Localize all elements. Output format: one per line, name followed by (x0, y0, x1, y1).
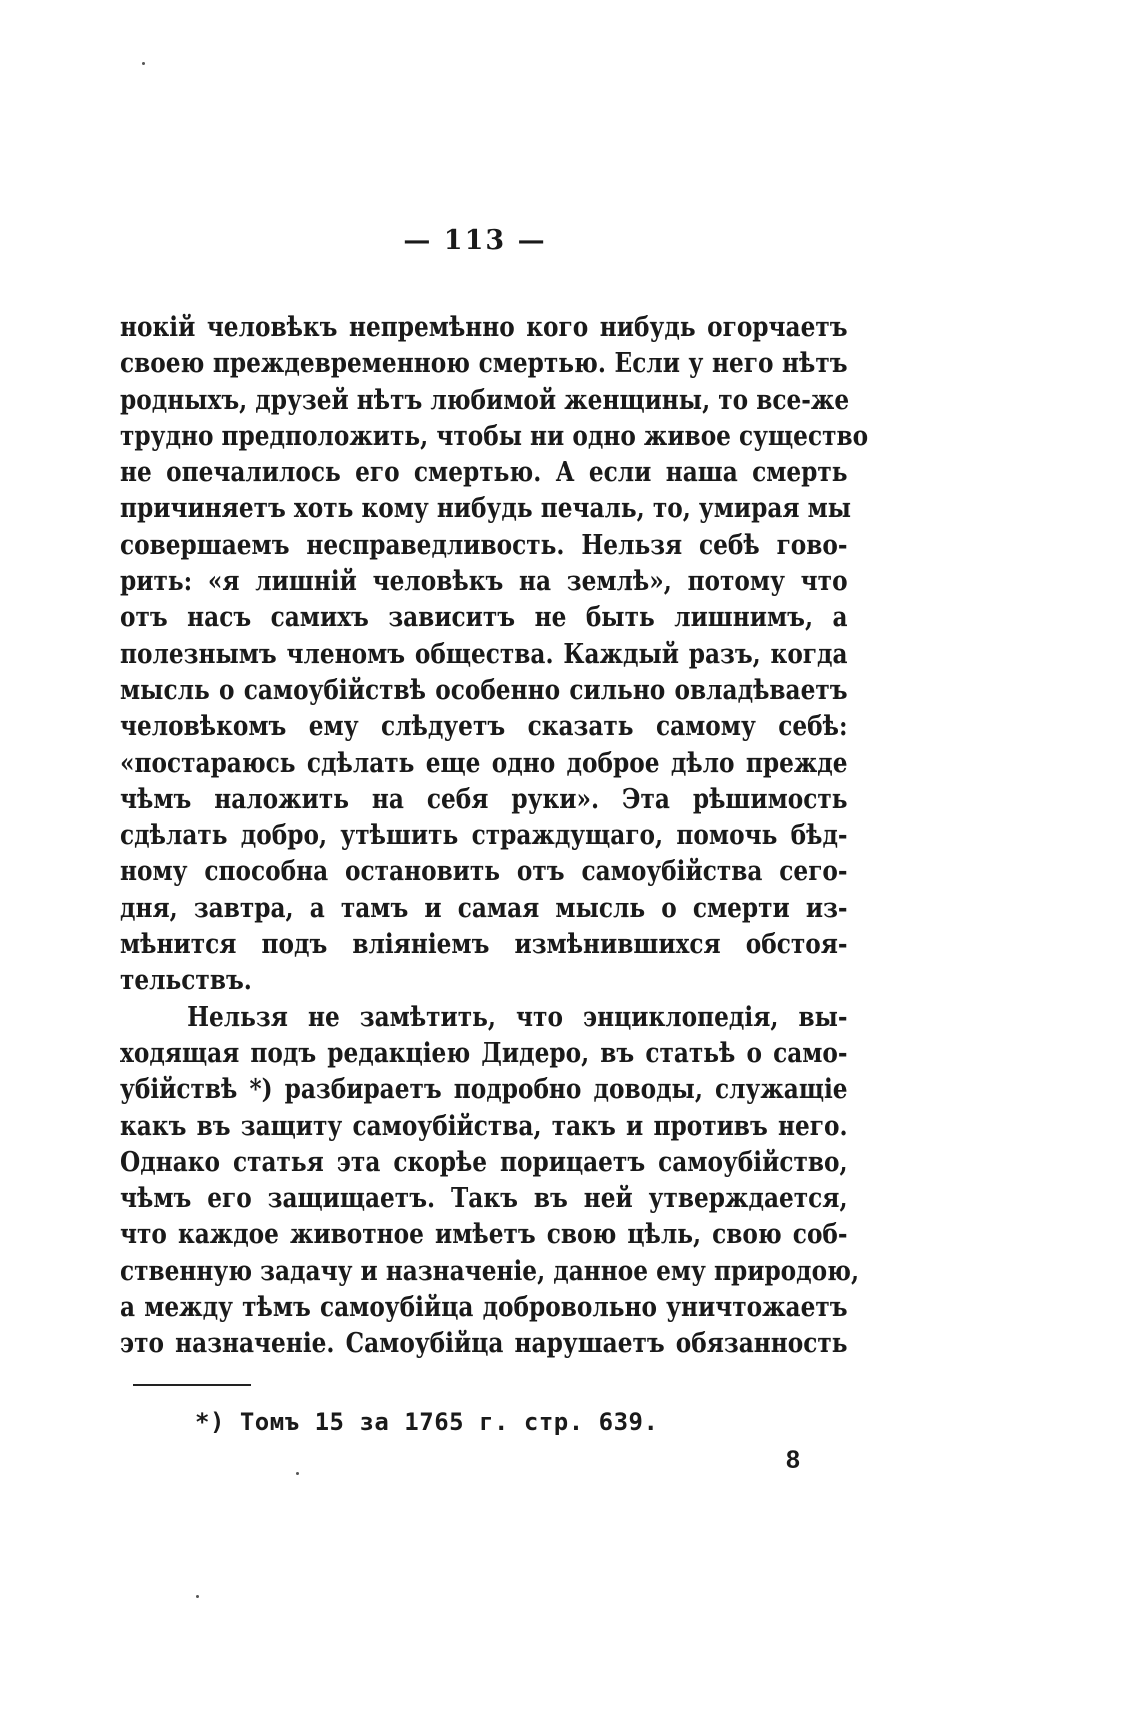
text-line: «постараюсь сдѣлать еще одно доброе дѣло прежде (120, 747, 848, 779)
text-line: своею преждевременною смертью. Если у него нѣтъ (120, 348, 848, 380)
text-line: дня, завтра, а тамъ и самая мысль о смерти из- (120, 892, 848, 924)
text-line: что каждое животное имѣетъ свою цѣль, свою соб- (120, 1219, 848, 1251)
text-line: человѣкомъ ему слѣдуетъ сказать самому себѣ: (120, 711, 848, 743)
footnote: *) Томъ 15 за 1765 г. стр. 639. (195, 1408, 659, 1436)
text-line: какъ въ защиту самоубійства, такъ и противъ него. (120, 1110, 848, 1142)
print-speck (196, 1595, 199, 1598)
text-line: нокій человѣкъ непремѣнно кого нибудь огорчаетъ (120, 312, 848, 343)
text-line: причиняетъ хоть кому нибудь печаль, то, умирая мы (120, 493, 852, 525)
text-line: тельствъ. (120, 965, 252, 997)
signature-mark: 8 (786, 1446, 800, 1474)
print-speck (296, 1472, 299, 1475)
text-line: рить: «я лишній человѣкъ на землѣ», потому что (120, 566, 848, 598)
page-number: — 113 — (403, 225, 547, 256)
text-line: убійствѣ *) разбираетъ подробно доводы, служащіе (120, 1074, 848, 1106)
body-text (120, 310, 869, 1363)
text-line: мысль о самоубійствѣ особенно сильно овладѣваетъ (120, 674, 848, 706)
text-line: ному способна остановить отъ самоубійства сего- (120, 856, 848, 888)
text-line: Однако статья эта скорѣе порицаетъ самоубійство, (120, 1146, 848, 1178)
text-line: сдѣлать добро, утѣшить страждущаго, помочь бѣд- (120, 820, 848, 852)
text-line: мѣнится подъ вліяніемъ измѣнившихся обстоя- (120, 929, 848, 961)
text-line: ственную задачу и назначеніе, данное ему природою, (120, 1255, 860, 1287)
footnote-divider (133, 1384, 251, 1386)
text-line: трудно предположить, чтобы ни одно живое существо (120, 420, 869, 452)
text-line: родныхъ, друзей нѣтъ любимой женщины, то все-же (120, 384, 850, 416)
paragraph-first-line: Нельзя не замѣтить, что энциклопедія, вы- (187, 1001, 848, 1033)
print-speck (142, 62, 145, 65)
text-line: а между тѣмъ самоубійца добровольно уничтожаетъ (120, 1292, 848, 1324)
text-line: отъ насъ самихъ зависитъ не быть лишнимъ, а (120, 602, 848, 634)
text-line: полезнымъ членомъ общества. Каждый разъ, когда (120, 638, 848, 670)
text-line: совершаемъ несправедливость. Нельзя себѣ гово- (120, 529, 848, 561)
text-line: ходящая подъ редакціею Дидеро, въ статьѣ о само- (120, 1037, 848, 1069)
text-line: не опечалилось его смертью. А если наша смерть (120, 457, 848, 489)
text-line: чѣмъ наложить на себя руки». Эта рѣшимость (120, 783, 848, 815)
text-line: чѣмъ его защищаетъ. Такъ въ ней утверждается, (120, 1183, 848, 1215)
text-line: это назначеніе. Самоубійца нарушаетъ обязанность (120, 1328, 848, 1360)
